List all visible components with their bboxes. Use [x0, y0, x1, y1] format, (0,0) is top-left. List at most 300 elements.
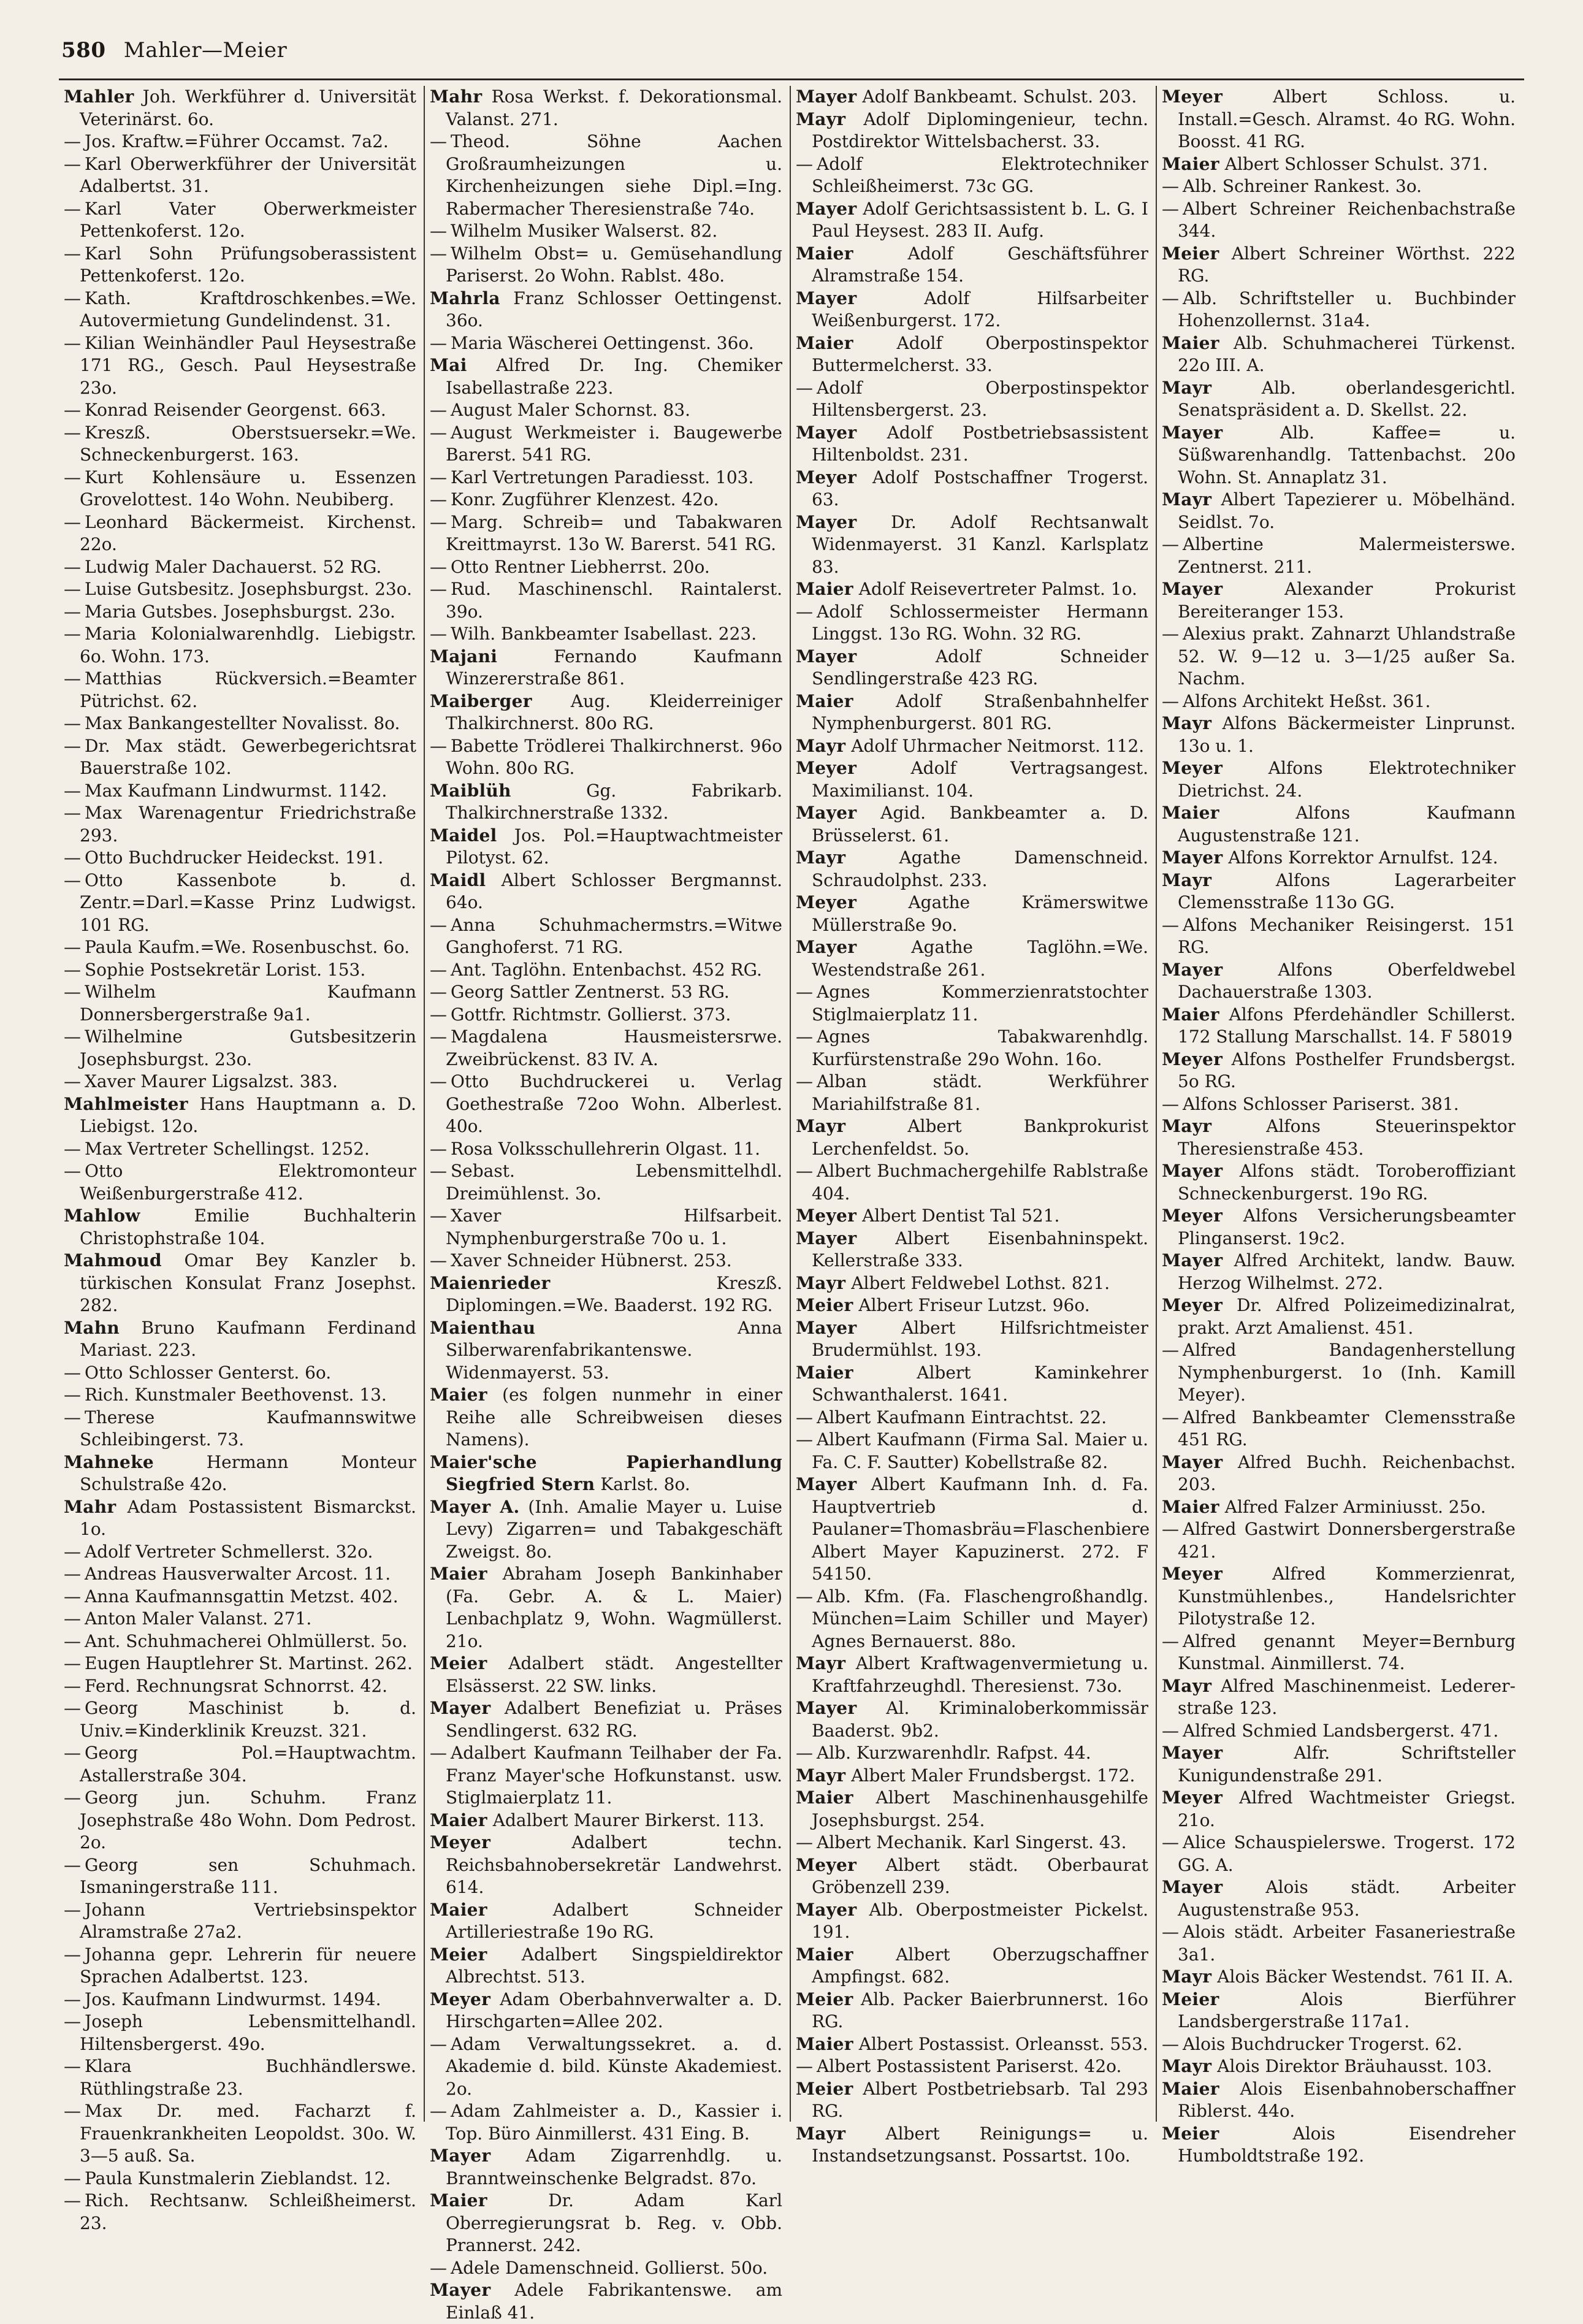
entry-surname: Mayer A. [430, 1496, 520, 1517]
entry-details: Adolf Vertragsangest. Maximilianst. 104. [812, 758, 1148, 801]
directory-entry [430, 1697, 782, 1742]
ditto-dash: — [64, 937, 81, 957]
directory-entry [1162, 1115, 1516, 1160]
entry-details: Otto Kassenbote b. d. Zentr.=Darl.=Kasse Prinz Ludwigst. 101 RG. [80, 870, 416, 935]
directory-entry [64, 1899, 416, 1944]
entry-details: Alois Eisenbahnoberschaffner Riblerst. 44o. [1178, 2078, 1516, 2121]
directory-entry [430, 1384, 782, 1451]
entry-details: Anna Kaufmannsgattin Metzst. 402. [85, 1586, 399, 1607]
ditto-dash: — [64, 1944, 81, 1965]
directory-entry [430, 1317, 782, 1385]
directory-entry [64, 1250, 416, 1317]
directory-entry [430, 1653, 782, 1697]
entry-details: Rosa Werkst. f. Dekorationsmal. Valanst. 271. [446, 86, 782, 129]
directory-entry [430, 1810, 782, 1832]
entry-details: Johann Vertriebsinspektor Alramstraße 27a2. [80, 1899, 416, 1942]
directory-entry [796, 1429, 1148, 1474]
directory-entry [1162, 1049, 1516, 1093]
ditto-dash: — [64, 1541, 81, 1562]
entry-details: Babette Trödlerei Thalkirchnerst. 96o Wohn. 80o RG. [446, 735, 782, 778]
entry-details: Alb. Schreiner Rankest. 3o. [1183, 176, 1422, 196]
entry-surname: Mahneke [64, 1451, 154, 1472]
directory-entry [430, 332, 782, 355]
entry-details: (Inh. Amalie Mayer u. Luise Levy) Zigarren= und Tabakgeschäft Zweigst. 8o. [446, 1496, 783, 1562]
entry-details: Otto Schlosser Genterst. 6o. [85, 1362, 332, 1383]
entry-details: Alban städt. Werkführer Mariahilfstraße 81. [812, 1071, 1148, 1114]
entry-details: Paula Kunstmalerin Zieblandst. 12. [85, 2168, 391, 2188]
entry-details: Adolf Bankbeamt. Schulst. 203. [862, 86, 1137, 107]
entry-surname: Maier [430, 1564, 487, 1584]
entry-details: Alfons Mechaniker Reisingerst. 151 RG. [1178, 914, 1516, 957]
ditto-dash: — [64, 422, 81, 443]
entry-details: Kreszß. Oberstsuersekr.=We. Schneckenburgerst. 163. [80, 422, 416, 465]
ditto-dash: — [64, 153, 81, 174]
directory-entry [430, 1451, 782, 1496]
directory-entry [430, 690, 782, 735]
directory-entry [430, 1160, 782, 1205]
page-header [61, 38, 287, 63]
ditto-dash: — [430, 489, 447, 510]
ditto-dash: — [64, 1989, 81, 2009]
entry-surname: Maiblüh [430, 780, 511, 801]
entry-details: Max Kaufmann Lindwurmst. 1142. [85, 780, 387, 801]
directory-entry [796, 1787, 1148, 1832]
entry-details: Abraham Joseph Bankinhaber (Fa. Gebr. A. & L. Maier) Lenbachplatz 9, Wohn. Wagmüllerst. 21o. [446, 1564, 782, 1651]
entry-details: Anton Maler Valanst. 271. [85, 1608, 312, 1629]
ditto-dash: — [64, 1675, 81, 1696]
entry-details: Karlst. 8o. [600, 1474, 690, 1494]
entry-details: Jos. Pol.=Hauptwachtmeister Pilotyst. 62. [446, 825, 782, 868]
entry-details: Adolf Reisevertreter Palmst. 1o. [858, 579, 1137, 599]
directory-entry [64, 1317, 416, 1362]
directory-entry [430, 1205, 782, 1250]
directory-entry [430, 646, 782, 690]
entry-details: Albert Feldwebel Lothst. 821. [851, 1272, 1110, 1293]
entry-details: Albertine Malermeisterswe. Zentnerst. 211. [1178, 534, 1516, 577]
entry-details: Wilhelm Kaufmann Donnersbergerstraße 9a1. [80, 982, 416, 1025]
entry-details: Konrad Reisender Georgenst. 663. [85, 400, 386, 420]
entry-details: Adalbert techn. Reichsbahnobersekretär Landwehrst. 614. [446, 1832, 783, 1897]
entry-details: Maria Gutsbes. Josephsburgst. 23o. [85, 601, 395, 622]
entry-details: Albert Postassist. Orleansst. 553. [858, 2033, 1148, 2054]
directory-entry [64, 153, 416, 198]
entry-details: Alfred Buchh. Reichenbachst. 203. [1178, 1451, 1516, 1494]
directory-entry [430, 511, 782, 556]
directory-entry [1162, 153, 1516, 176]
entry-details: Dr. Adam Karl Oberregierungsrat b. Reg. v. Obb. Prannerst. 242. [446, 2190, 782, 2255]
ditto-dash: — [64, 2101, 81, 2121]
entry-surname: Mayer [1162, 1161, 1223, 1181]
entry-surname: Maidl [430, 870, 486, 890]
entry-details: Franz Schlosser Oettingenst. 36o. [446, 288, 782, 331]
entry-surname: Maier [1162, 332, 1219, 353]
entry-details: Agathe Damenschneid. Schraudolphst. 233. [812, 847, 1148, 890]
entry-details: Albert Bankprokurist Lerchenfeldst. 5o. [812, 1116, 1148, 1159]
entry-details: Johanna gepr. Lehrerin für neuere Sprachen Adalbertst. 123. [80, 1944, 416, 1987]
ditto-dash: — [64, 1071, 81, 1091]
entry-surname: Mayer [430, 2280, 491, 2300]
directory-entry [430, 578, 782, 623]
directory-entry [796, 735, 1148, 758]
entry-details: Georg Maschinist b. d. Univ.=Kinderklinik Kreuzst. 321. [80, 1698, 416, 1741]
ditto-dash: — [64, 400, 81, 420]
entry-details: Max Bankangestellter Novalisst. 8o. [85, 713, 400, 733]
entry-surname: Meier [1162, 2123, 1219, 2144]
directory-entry [64, 198, 416, 243]
directory-entry [796, 1474, 1148, 1586]
directory-entry [796, 1407, 1148, 1429]
entry-details: Alb. oberlandesgerichtl. Senatspräsident a. D. Skellst. 22. [1178, 377, 1516, 420]
entry-surname: Meier [796, 2078, 853, 2099]
ditto-dash: — [64, 511, 81, 532]
directory-entry [1162, 1250, 1516, 1294]
directory-columns [59, 86, 1524, 2323]
directory-entry [1162, 175, 1516, 198]
directory-entry [64, 713, 416, 735]
directory-entry [796, 1115, 1148, 1160]
directory-entry [64, 2055, 416, 2100]
entry-surname: Meyer [430, 1832, 491, 1852]
directory-entry [430, 1004, 782, 1026]
directory-entry [1162, 623, 1516, 690]
ditto-dash: — [796, 1429, 813, 1450]
directory-entry [64, 2100, 416, 2168]
ditto-dash: — [64, 1385, 81, 1405]
entry-details: Rosa Volksschullehrerin Olgast. 11. [451, 1138, 761, 1159]
entry-details: Albert Dentist Tal 521. [862, 1206, 1060, 1226]
entry-details: Rud. Maschinenschl. Raintalerst. 39o. [446, 579, 782, 622]
directory-entry [796, 1317, 1148, 1362]
ditto-dash: — [64, 847, 81, 868]
ditto-dash: — [430, 243, 447, 264]
directory-entry [430, 1138, 782, 1161]
directory-entry [430, 467, 782, 489]
entry-details: Albert Mechanik. Karl Singerst. 43. [817, 1832, 1127, 1852]
directory-entry [64, 1944, 416, 1989]
directory-entry [1162, 1563, 1516, 1630]
ditto-dash: — [64, 1026, 81, 1047]
directory-entry [796, 1832, 1148, 1854]
entry-details: Alfons städt. Toroberoffiziant Schneckenburgerst. 19o RG. [1178, 1161, 1516, 1204]
directory-entry [430, 1071, 782, 1138]
entry-details: Adam Oberbahnverwalter a. D. Hirschgarten=Allee 202. [446, 1989, 782, 2032]
entry-details: Hermann Monteur Schulstraße 42o. [80, 1451, 416, 1494]
ditto-dash: — [64, 467, 81, 487]
directory-entry [64, 1451, 416, 1496]
entry-details: Adele Fabrikantenswe. am Einlaß 41. [446, 2280, 782, 2323]
directory-entry [796, 601, 1148, 646]
directory-entry [64, 1742, 416, 1787]
directory-entry [1162, 288, 1516, 332]
entry-surname: Maier [1162, 803, 1219, 823]
entry-details: Xaver Maurer Ligsalzst. 383. [85, 1071, 338, 1091]
directory-entry [796, 1989, 1148, 2033]
entry-details: Sophie Postsekretär Lorist. 153. [85, 959, 366, 980]
ditto-dash: — [64, 1138, 81, 1159]
entry-details: Albert Maler Frundsbergst. 172. [851, 1765, 1135, 1786]
ditto-dash: — [796, 1407, 813, 1428]
entry-details: Alois Bäcker Westendst. 761 II. A. [1217, 1967, 1514, 1987]
directory-entry [64, 1630, 416, 1653]
ditto-dash: — [64, 1854, 81, 1875]
ditto-dash: — [64, 2168, 81, 2188]
entry-surname: Meier [796, 1989, 853, 2009]
entry-surname: Meyer [1162, 1206, 1223, 1226]
directory-entry [1162, 332, 1516, 377]
directory-entry [64, 578, 416, 601]
directory-entry [796, 332, 1148, 377]
directory-entry [64, 601, 416, 624]
ditto-dash: — [796, 1161, 813, 1181]
header-rule [59, 78, 1524, 80]
directory-entry [1162, 1832, 1516, 1876]
entry-details: Magdalena Hausmeistersrwe. Zweibrückenst. 83 IV. A. [446, 1026, 782, 1069]
entry-details: Wilh. Bankbeamter Isabellast. 223. [451, 624, 757, 644]
entry-details: (es folgen nunmehr in einer Reihe alle Schreibweisen dieses Namens). [446, 1385, 782, 1450]
ditto-dash: — [430, 735, 447, 756]
entry-surname: Mayer [430, 1698, 491, 1718]
entry-details: Bruno Kaufmann Ferdinand Mariast. 223. [80, 1317, 416, 1360]
directory-entry [796, 1586, 1148, 1653]
entry-details: Dr. Alfred Polizeimedizinalrat, prakt. Arzt Amalienst. 451. [1178, 1295, 1516, 1338]
entry-details: Alfons Kaufmann Augustenstraße 121. [1178, 803, 1516, 846]
entry-surname: Mahler [64, 86, 134, 107]
entry-details: Alexander Prokurist Bereiteranger 153. [1178, 579, 1516, 622]
directory-entry [430, 1026, 782, 1071]
entry-surname: Mayer [430, 2146, 491, 2166]
entry-details: Eugen Hauptlehrer St. Martinst. 262. [85, 1653, 413, 1673]
entry-details: Agnes Tabakwarenhdlg. Kurfürstenstraße 29o Wohn. 16o. [812, 1026, 1148, 1069]
entry-surname: Mahrla [430, 288, 500, 308]
entry-details: Theod. Söhne Aachen Großraumheizungen u. Kirchenheizungen siehe Dipl.=Ing. Rabermacher Theresienstraße 74o. [446, 131, 782, 219]
entry-surname: Maier [796, 579, 853, 599]
directory-entry [64, 243, 416, 288]
entry-surname: Maier'sche Papierhandlung Siegfried Stern [430, 1451, 782, 1494]
directory-entry [64, 467, 416, 511]
entry-surname: Mayer [796, 422, 857, 443]
entry-details: Rich. Kunstmaler Beethovenst. 13. [85, 1385, 387, 1405]
entry-details: Kath. Kraftdroschkenbes.=We. Autovermietung Gundelindenst. 31. [80, 288, 416, 331]
directory-entry [430, 735, 782, 780]
directory-entry [64, 1653, 416, 1675]
entry-details: Xaver Hilfsarbeit. Nymphenburgerstraße 70o u. 1. [446, 1206, 782, 1248]
entry-details: Luise Gutsbesitz. Josephsburgst. 23o. [85, 579, 412, 599]
entry-details: Ludwig Maler Dachauerst. 52 RG. [85, 556, 382, 577]
entry-surname: Mayer [796, 288, 857, 308]
directory-entry [430, 556, 782, 579]
entry-details: Karl Vater Oberwerkmeister Pettenkoferst. 12o. [80, 198, 416, 241]
directory-entry [796, 377, 1148, 422]
entry-details: Adolf Postschaffner Trogerst. 63. [812, 467, 1149, 510]
directory-entry [1162, 2123, 1516, 2168]
entry-details: Gg. Fabrikarb. Thalkirchnerstraße 1332. [446, 780, 782, 823]
directory-entry [430, 131, 782, 220]
entry-details: Adolf Geschäftsführer Alramstraße 154. [812, 243, 1148, 286]
entry-surname: Meier [430, 1653, 487, 1673]
entry-surname: Maier [1162, 2078, 1219, 2099]
entry-details: Agid. Bankbeamter a. D. Brüsselerst. 61. [812, 803, 1148, 846]
entry-surname: Mayr [796, 735, 846, 756]
entry-details: Adolf Diplomingenieur, techn. Postdirektor Wittelsbacherst. 33. [812, 109, 1148, 151]
directory-entry [1162, 1294, 1516, 1339]
entry-surname: Maier [796, 1944, 853, 1965]
directory-entry [430, 1832, 782, 1899]
directory-entry [1162, 1742, 1516, 1787]
directory-entry [1162, 802, 1516, 847]
entry-surname: Mayer [796, 86, 857, 107]
entry-surname: Maienthau [430, 1317, 536, 1338]
ditto-dash: — [430, 914, 447, 935]
ditto-dash: — [64, 198, 81, 219]
ditto-dash: — [1162, 534, 1179, 554]
ditto-dash: — [796, 377, 813, 398]
entry-details: Andreas Hausverwalter Arcost. 11. [85, 1564, 391, 1584]
entry-surname: Mayer [1162, 959, 1223, 980]
entry-details: Otto Buchdrucker Heideckst. 191. [85, 847, 384, 868]
ditto-dash: — [64, 1787, 81, 1808]
directory-entry [1162, 86, 1516, 153]
directory-entry [64, 1407, 416, 1451]
ditto-dash: — [430, 221, 447, 241]
entry-surname: Mayr [796, 1765, 846, 1786]
entry-details: Alb. Kurzwarenhdlr. Rafpst. 44. [817, 1743, 1091, 1763]
directory-entry [796, 1742, 1148, 1765]
entry-details: Alb. Schuhmacherei Türkenst. 22o III. A. [1178, 332, 1516, 375]
entry-surname: Maier [796, 1787, 853, 1808]
directory-entry [430, 959, 782, 982]
ditto-dash: — [64, 1653, 81, 1673]
ditto-dash: — [1162, 1720, 1179, 1741]
ditto-dash: — [64, 2056, 81, 2076]
directory-entry [64, 959, 416, 982]
ditto-dash: — [64, 601, 81, 622]
entry-details: Sebast. Lebensmittelhdl. Dreimühlenst. 3o. [446, 1161, 782, 1204]
entry-surname: Meyer [1162, 1295, 1223, 1315]
directory-entry [796, 1272, 1148, 1295]
entry-details: Alb. Schriftsteller u. Buchbinder Hohenzollernst. 31a4. [1178, 288, 1516, 331]
directory-entry [64, 86, 416, 131]
entry-surname: Meyer [796, 892, 857, 912]
entry-details: Max Warenagentur Friedrichstraße 293. [80, 803, 416, 846]
entry-details: August Maler Schornst. 83. [451, 400, 691, 420]
entry-details: Alfons Bäckermeister Linprunst. 13o u. 1. [1178, 713, 1516, 756]
directory-entry [1162, 1966, 1516, 1989]
directory-entry [64, 623, 416, 668]
entry-surname: Meier [1162, 243, 1219, 264]
ditto-dash: — [796, 153, 813, 174]
entry-surname: Mahlow [64, 1206, 140, 1226]
entry-details: Albert Oberzugschaffner Ampfingst. 682. [812, 1944, 1148, 1987]
ditto-dash: — [430, 2033, 447, 2054]
entry-details: Adam Zigarrenhdlg. u. Branntweinschenke Belgradst. 87o. [446, 2146, 782, 2188]
directory-entry [796, 2078, 1148, 2123]
entry-surname: Maier [430, 1385, 487, 1405]
directory-entry [1162, 1093, 1516, 1116]
directory-entry [64, 936, 416, 959]
entry-details: Alb. Packer Baierbrunnerst. 16o RG. [812, 1989, 1148, 2032]
directory-entry [430, 2100, 782, 2145]
directory-entry [796, 511, 1148, 579]
entry-details: Gottfr. Richtmstr. Gollierst. 373. [451, 1004, 731, 1025]
directory-entry [1162, 1989, 1516, 2033]
ditto-dash: — [796, 1026, 813, 1047]
ditto-dash: — [64, 1362, 81, 1383]
ditto-dash: — [64, 1743, 81, 1763]
entry-details: Dr. Adolf Rechtsanwalt Widenmayerst. 31 Kanzl. Karlsplatz 83. [812, 511, 1148, 577]
entry-details: Alois Direktor Bräuhausst. 103. [1217, 2056, 1492, 2076]
entry-details: Alb. Kfm. (Fa. Flaschengroßhandlg. München=Laim Schiller und Mayer) Agnes Bernauerst. 88o. [812, 1586, 1148, 1651]
directory-entry [1162, 578, 1516, 623]
ditto-dash: — [64, 668, 81, 689]
directory-entry [430, 1250, 782, 1272]
directory-entry [64, 847, 416, 870]
directory-entry [1162, 243, 1516, 288]
entry-details: Emilie Buchhalterin Christophstraße 104. [80, 1206, 416, 1248]
entry-surname: Mayer [796, 1474, 857, 1494]
directory-entry [64, 288, 416, 332]
directory-entry [430, 2279, 782, 2324]
ditto-dash: — [430, 579, 447, 599]
entry-surname: Mayer [1162, 422, 1223, 443]
entry-surname: Maier [1162, 1496, 1219, 1517]
entry-details: Georg sen Schuhmach. Ismaningerstraße 111. [80, 1854, 416, 1897]
entry-details: Albert Buchmachergehilfe Rablstraße 404. [812, 1161, 1148, 1204]
entry-surname: Mayer [796, 1228, 857, 1248]
entry-details: Otto Buchdruckerei u. Verlag Goethestraße 72oo Wohn. Alberlest. 40o. [446, 1071, 782, 1136]
directory-entry [64, 802, 416, 847]
ditto-dash: — [1162, 624, 1179, 644]
entry-details: Paula Kaufm.=We. Rosenbuschst. 6o. [85, 937, 410, 957]
directory-entry [64, 2168, 416, 2190]
entry-details: Albert Schloss. u. Install.=Gesch. Alramst. 4o RG. Wohn. Boosst. 41 RG. [1178, 86, 1516, 151]
directory-entry [796, 981, 1148, 1026]
entry-details: Albert Schreiner Reichenbachstraße 344. [1178, 198, 1516, 241]
ditto-dash: — [430, 982, 447, 1002]
column-3 [791, 86, 1157, 2166]
directory-entry [796, 2055, 1148, 2078]
ditto-dash: — [430, 422, 447, 443]
entry-details: Alice Schauspielerswe. Trogerst. 172 GG. A. [1178, 1832, 1516, 1875]
directory-entry [64, 2190, 416, 2234]
directory-entry [430, 243, 782, 288]
entry-details: Alois Eisendreher Humboldtstraße 192. [1178, 2123, 1516, 2166]
directory-entry [1162, 1675, 1516, 1720]
entry-details: Fernando Kaufmann Winzererstraße 861. [446, 646, 782, 689]
entry-surname: Mayer [1162, 1743, 1223, 1763]
directory-entry [64, 1989, 416, 2011]
entry-surname: Meyer [1162, 1049, 1223, 1069]
entry-details: Joseph Lebensmittelhandl. Hiltensbergerst. 49o. [80, 2011, 416, 2054]
ditto-dash: — [1162, 1407, 1179, 1428]
directory-entry [1162, 198, 1516, 243]
entry-details: Adalbert Schneider Artilleriestraße 19o RG. [446, 1899, 782, 1942]
directory-entry [64, 131, 416, 153]
directory-entry [430, 354, 782, 399]
entry-surname: Mayr [1162, 870, 1212, 890]
entry-details: Adele Damenschneid. Gollierst. 50o. [451, 2257, 768, 2278]
entry-details: Dr. Max städt. Gewerbegerichtsrat Bauerstraße 102. [80, 735, 416, 778]
entry-details: August Werkmeister i. Baugewerbe Barerst. 541 RG. [446, 422, 782, 465]
entry-surname: Maier [796, 690, 853, 711]
directory-entry [430, 422, 782, 467]
page-number: 580 [61, 38, 106, 63]
ditto-dash: — [430, 556, 447, 577]
entry-surname: Meyer [430, 1989, 491, 2009]
directory-entry [64, 422, 416, 467]
entry-details: Albert Maschinenhausgehilfe Josephsburgst. 254. [812, 1787, 1148, 1830]
entry-surname: Mayr [1162, 713, 1212, 733]
entry-surname: Mayer [796, 1698, 857, 1718]
